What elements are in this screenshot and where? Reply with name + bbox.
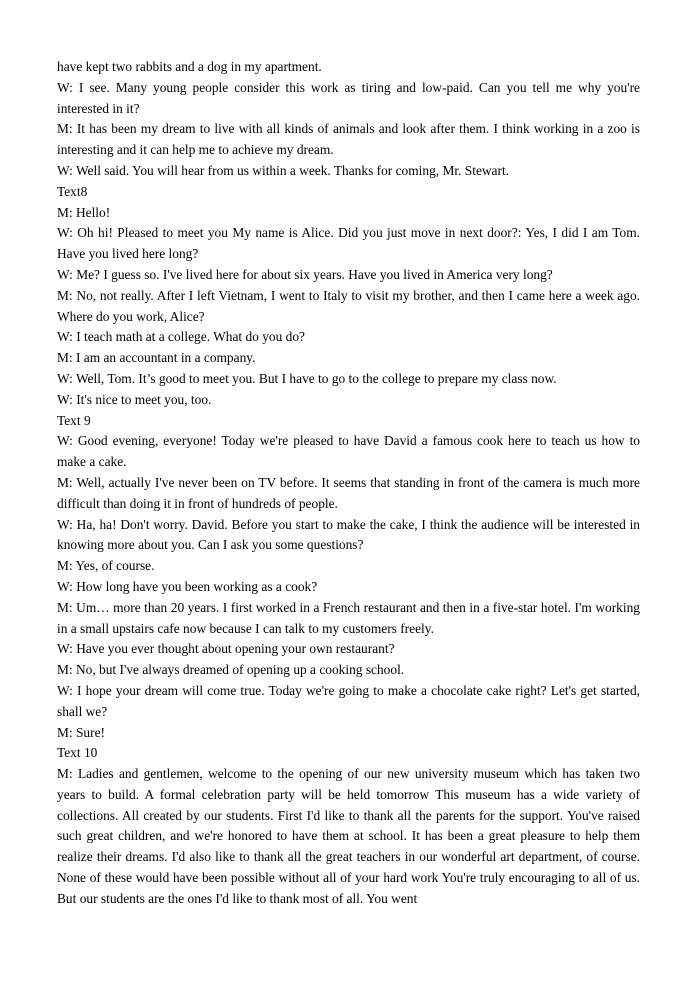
dialogue-line: M: It has been my dream to live with all kinds of animals and look after them. I think working in a zoo is interesting and it can help me to achieve my dream. xyxy=(57,121,640,158)
dialogue-line: W: It's nice to meet you, too. xyxy=(57,391,212,407)
dialogue-line: W: Have you ever thought about opening your own restaurant? xyxy=(57,641,395,657)
dialogue-line: M: No, not really. After I left Vietnam, I went to Italy to visit my brother, and then I came here a week ago. Where do you work, Alice? xyxy=(57,287,640,324)
dialogue-line: W: Ha, ha! Don't worry. David. Before you start to make the cake, I think the audience will be interested in knowing more about you. Can I ask you some questions? xyxy=(57,516,640,553)
section-heading-text9: Text 9 xyxy=(57,412,91,428)
document-page xyxy=(57,57,640,910)
speech-paragraph: M: Ladies and gentlemen, welcome to the opening of our new university museum which has taken two years to build. A formal celebration party will be held tomorrow This museum has a wide variety of collections. All created by our students. First I'd like to thank all the parents for the support. You've raised such great children, and we're honored to have them at school. It has been a great pleasure to help them realize their dreams. I'd also like to thank all the great teachers in our wonderful art department, of course. None of these would have been possible without all of your hard work You're truly encouraging to all of us. But our students are the ones I'd like to thank most of all. You went xyxy=(57,766,640,906)
dialogue-line: M: Yes, of course. xyxy=(57,558,155,574)
dialogue-line: W: I see. Many young people consider this work as tiring and low-paid. Can you tell me why you're interested in it? xyxy=(57,79,640,116)
dialogue-line: W: I hope your dream will come true. Today we're going to make a chocolate cake right? Let's get started, shall we? xyxy=(57,682,640,719)
section-heading-text8: Text8 xyxy=(57,183,88,199)
dialogue-line: M: I am an accountant in a company. xyxy=(57,350,256,366)
dialogue-line: W: Oh hi! Pleased to meet you My name is Alice. Did you just move in next door?: Yes, I did I am Tom. Have you lived here long? xyxy=(57,225,640,262)
dialogue-line: W: Well said. You will hear from us within a week. Thanks for coming, Mr. Stewart. xyxy=(57,162,510,178)
paragraph-continuation: have kept two rabbits and a dog in my apartment. xyxy=(57,59,322,74)
dialogue-line: M: Sure! xyxy=(57,724,105,740)
dialogue-line: W: How long have you been working as a cook? xyxy=(57,578,318,594)
dialogue-line: W: Good evening, everyone! Today we're pleased to have David a famous cook here to teach us how to make a cake. xyxy=(57,433,640,470)
section-heading-text10: Text 10 xyxy=(57,745,98,761)
dialogue-line: M: Well, actually I've never been on TV before. It seems that standing in front of the camera is much more difficult than doing it in front of hundreds of people. xyxy=(57,474,640,511)
dialogue-line: W: I teach math at a college. What do you do? xyxy=(57,329,306,345)
dialogue-line: W: Me? I guess so. I've lived here for about six years. Have you lived in America very long? xyxy=(57,266,553,282)
dialogue-line: W: Well, Tom. It’s good to meet you. But I have to go to the college to prepare my class now. xyxy=(57,370,557,386)
dialogue-line: M: Um… more than 20 years. I first worked in a French restaurant and then in a five-star hotel. I'm working in a small upstairs cafe now because I can talk to my customers freely. xyxy=(57,599,640,636)
dialogue-line: M: No, but I've always dreamed of opening up a cooking school. xyxy=(57,662,405,678)
dialogue-line: M: Hello! xyxy=(57,204,111,220)
